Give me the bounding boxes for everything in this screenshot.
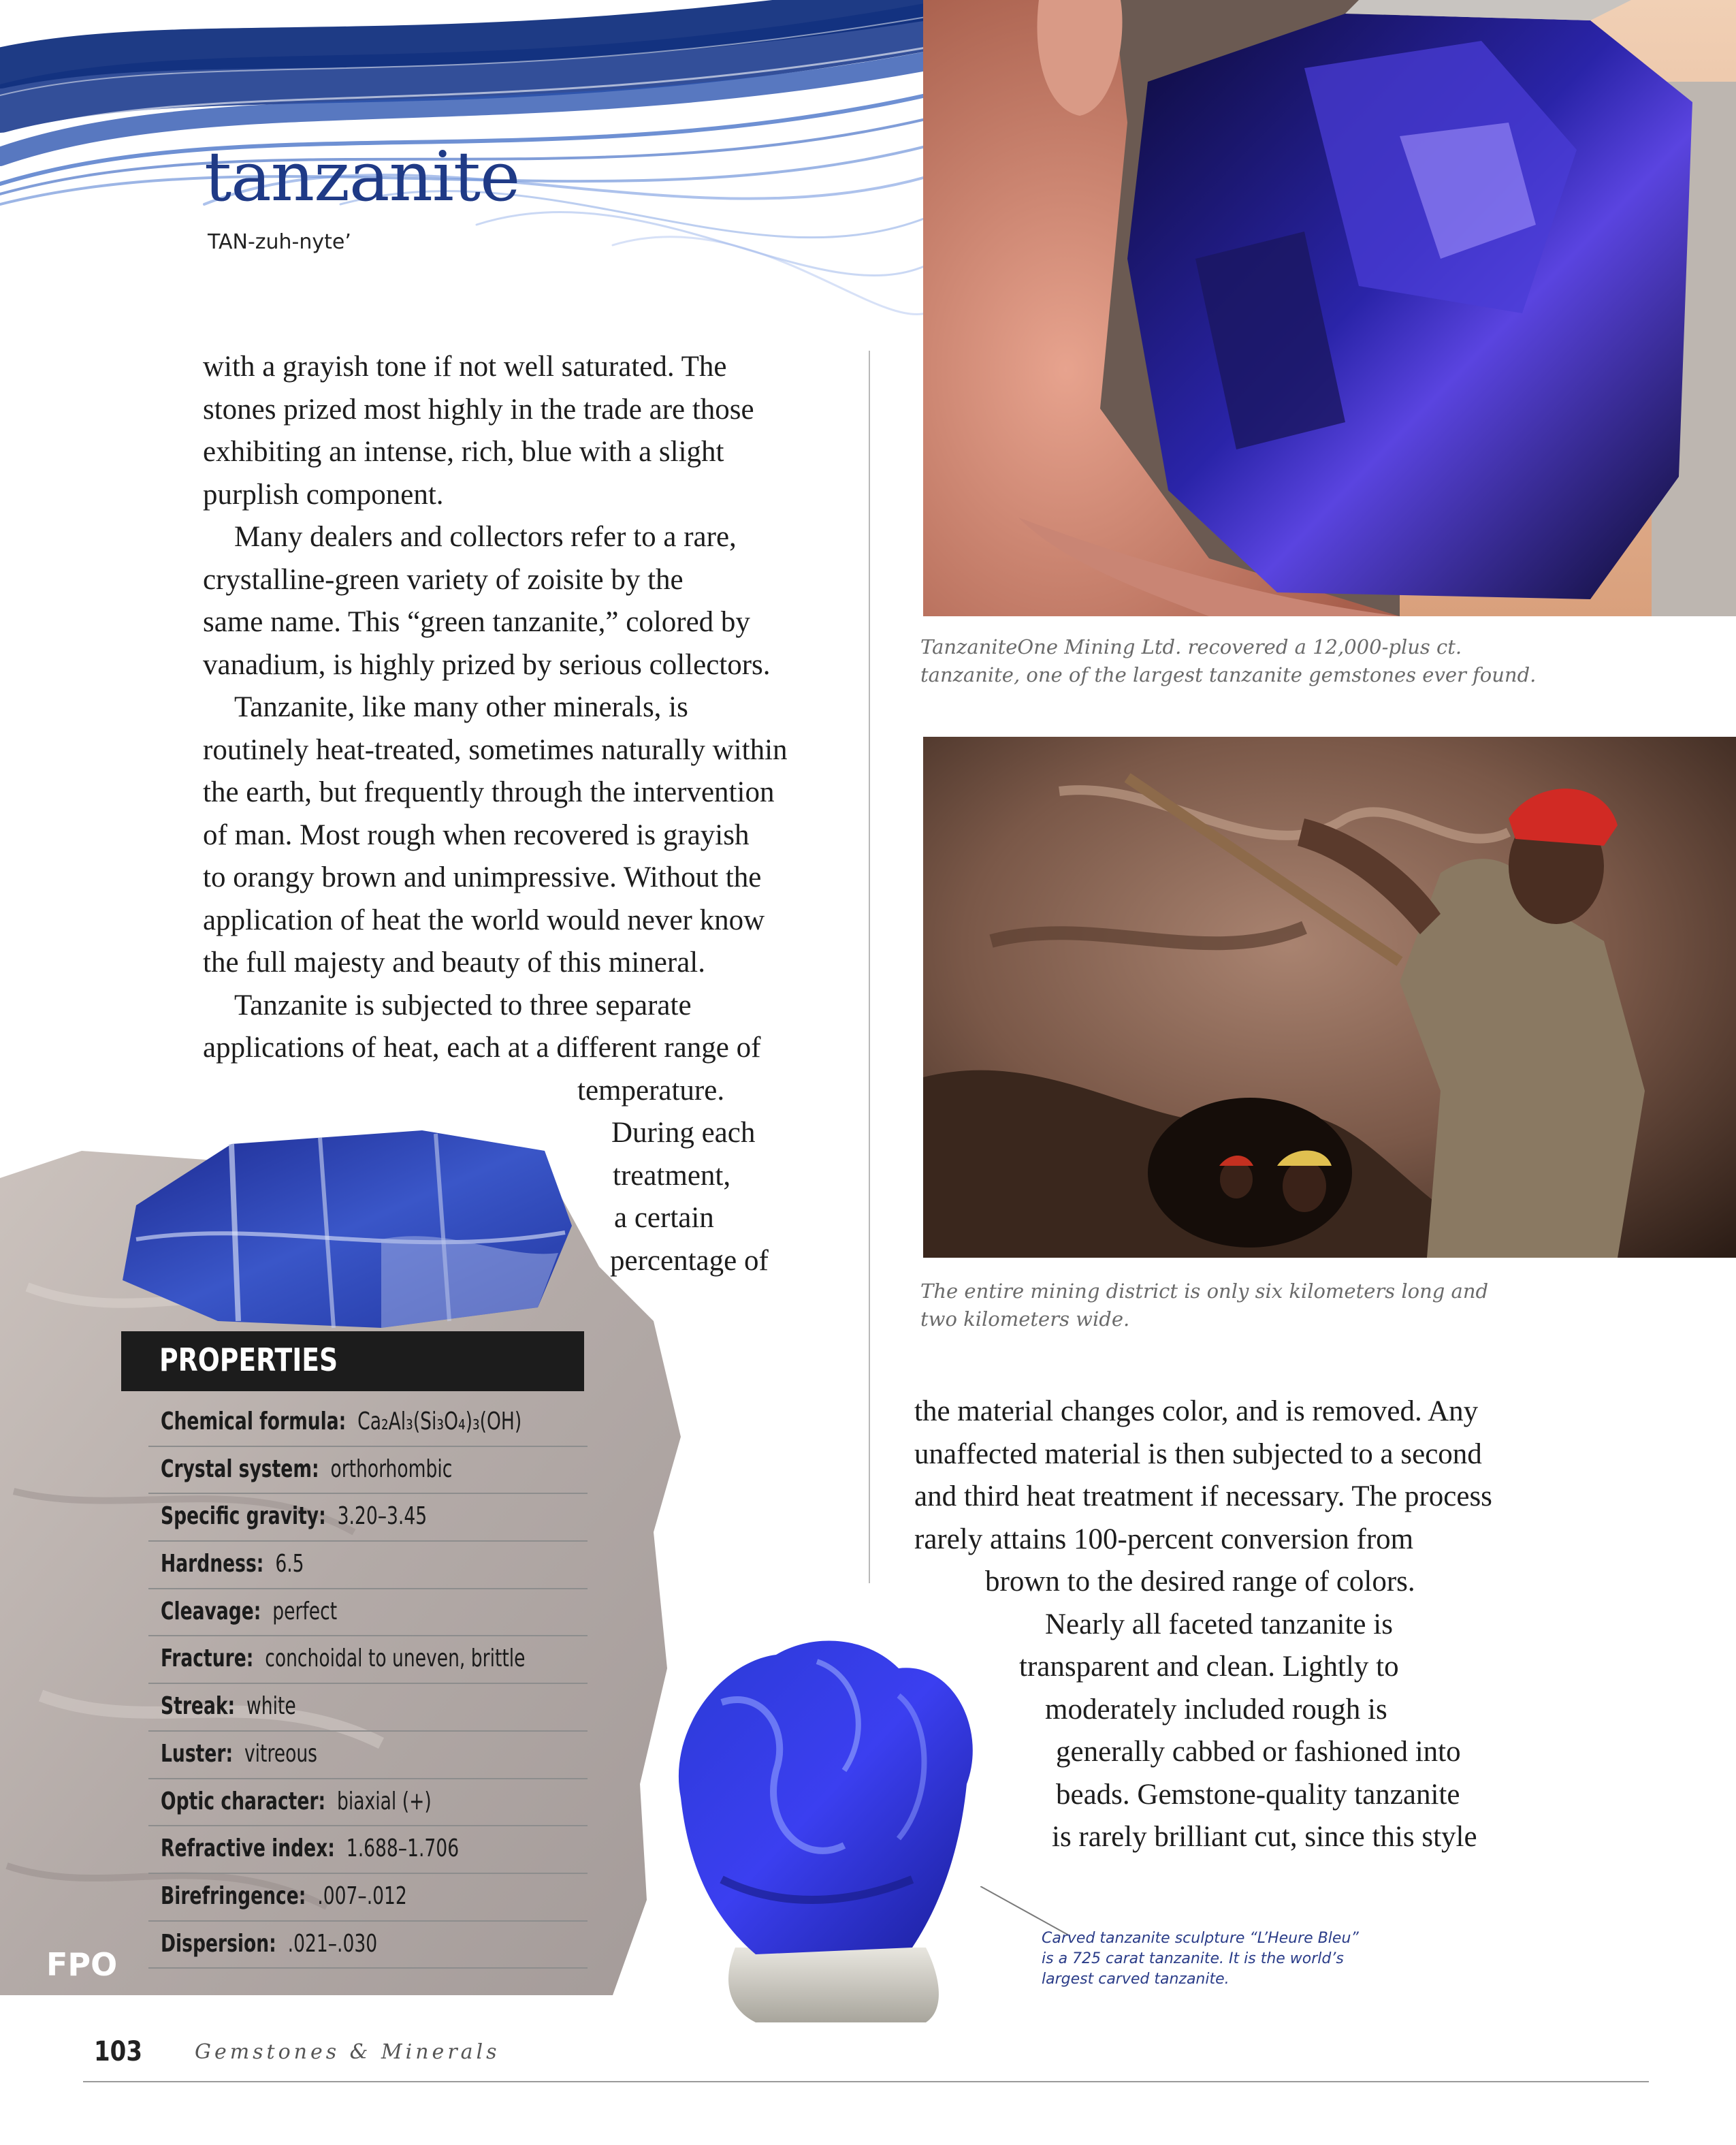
column-divider — [869, 351, 870, 1583]
text-line: percentage of — [610, 1244, 769, 1277]
text-line: with a grayish tone if not well saturated. The — [203, 351, 727, 383]
text-line: applications of heat, each at a different range of — [203, 1032, 761, 1064]
property-value: .021–.030 — [287, 1929, 378, 1958]
text-line: transparent and clean. Lightly to — [1019, 1651, 1399, 1683]
property-value: .007–.012 — [317, 1881, 407, 1910]
text-line: purplish component. — [203, 478, 444, 511]
property-label: Crystal system: — [161, 1455, 319, 1483]
text-line: Nearly all faceted tanzanite is — [1045, 1608, 1393, 1640]
property-value: 6.5 — [275, 1550, 304, 1578]
property-label: Birefringence: — [161, 1881, 306, 1910]
caption-line: Carved tanzanite sculpture “L’Heure Bleu” — [1042, 1930, 1359, 1947]
property-row-fracture — [148, 1636, 588, 1684]
text-line: same name. This “green tanzanite,” colored by — [203, 606, 750, 638]
property-row-refractive-index — [148, 1826, 588, 1874]
text-line: crystalline-green variety of zoisite by the — [203, 563, 684, 596]
photo2-caption — [920, 1277, 1488, 1333]
caption-line: The entire mining district is only six kilometers long and — [920, 1280, 1489, 1303]
property-label: Luster: — [161, 1739, 234, 1768]
property-value: perfect — [272, 1597, 338, 1625]
text-line: unaffected material is then subjected to a second — [914, 1437, 1482, 1470]
text-line: Many dealers and collectors refer to a rare, — [234, 521, 737, 553]
text-line: moderately included rough is — [1045, 1693, 1387, 1726]
text-line: rarely attains 100-percent conversion from — [914, 1523, 1414, 1555]
property-label: Chemical formula: — [161, 1408, 347, 1435]
property-value: white — [246, 1692, 296, 1721]
text-line: the material changes color, and is removed. Any — [914, 1395, 1479, 1427]
carved-tanzanite-sculpture-image — [640, 1621, 1008, 2029]
property-value: biaxial (+) — [337, 1787, 432, 1815]
property-label: Optic character: — [161, 1787, 326, 1815]
property-row-dispersion — [148, 1922, 588, 1969]
running-title: Gemstones & Minerals — [195, 2040, 500, 2064]
page-number: 103 — [94, 2036, 142, 2067]
pronunciation: TAN-zuh-nyte’ — [208, 230, 351, 254]
property-row-birefringence — [148, 1874, 588, 1922]
property-label: Fracture: — [161, 1644, 254, 1673]
sculpture-caption — [1042, 1928, 1359, 1990]
text-line: brown to the desired range of colors. — [985, 1566, 1415, 1598]
property-value: 1.688–1.706 — [346, 1834, 460, 1863]
photo-miners-in-tunnel — [923, 737, 1736, 1258]
property-label: Dispersion: — [161, 1929, 276, 1958]
text-line: vanadium, is highly prized by serious collectors. — [203, 648, 771, 681]
properties-heading-bar — [121, 1331, 584, 1391]
property-value: 3.20–3.45 — [337, 1502, 428, 1531]
fpo-marker: FPO — [46, 1946, 118, 1983]
property-row-specific-gravity — [148, 1494, 588, 1542]
property-row-crystal-system — [148, 1447, 588, 1495]
photo-tanzanite-crystal-in-hand — [923, 0, 1736, 616]
property-row-luster — [148, 1732, 588, 1779]
page-title: tanzanite — [204, 137, 520, 217]
caption-line: largest carved tanzanite. — [1042, 1971, 1229, 1988]
caption-line: is a 725 carat tanzanite. It is the world’s — [1042, 1950, 1344, 1967]
text-line: treatment, — [613, 1159, 731, 1192]
property-row-cleavage — [148, 1589, 588, 1637]
text-line: Tanzanite is subjected to three separate — [234, 989, 692, 1021]
property-row-hardness — [148, 1542, 588, 1589]
body-text-column-2 — [914, 1391, 1595, 1859]
text-line: the full majesty and beauty of this mineral. — [203, 947, 705, 979]
photo1-caption — [920, 633, 1536, 689]
text-line: exhibiting an intense, rich, blue with a slight — [203, 436, 724, 468]
text-line: temperature. — [577, 1074, 725, 1107]
text-line: the earth, but frequently through the intervention — [203, 776, 775, 808]
property-label: Hardness: — [161, 1550, 264, 1578]
properties-table — [148, 1399, 588, 1969]
text-line: application of heat the world would never know — [203, 904, 765, 936]
properties-heading: PROPERTIES — [159, 1341, 338, 1378]
property-label: Specific gravity: — [161, 1502, 326, 1531]
text-line: routinely heat-treated, sometimes naturally within — [203, 733, 788, 766]
property-label: Cleavage: — [161, 1597, 261, 1625]
caption-line: tanzanite, one of the largest tanzanite gemstones ever found. — [920, 663, 1537, 686]
text-line: a certain — [614, 1202, 714, 1234]
text-line: and third heat treatment if necessary. The process — [914, 1480, 1492, 1512]
property-row-chemical-formula — [148, 1399, 588, 1447]
tanzanite-rough-crystal-image — [95, 1103, 585, 1348]
caption-line: TanzaniteOne Mining Ltd. recovered a 12,000-plus ct. — [920, 635, 1462, 658]
property-row-streak — [148, 1684, 588, 1732]
text-line: stones prized most highly in the trade are those — [203, 393, 754, 426]
footer-rule — [83, 2081, 1649, 2082]
property-value: vitreous — [244, 1739, 317, 1768]
property-label: Streak: — [161, 1692, 236, 1721]
text-line: beads. Gemstone-quality tanzanite — [1056, 1778, 1460, 1811]
text-line: to orangy brown and unimpressive. Without the — [203, 861, 762, 893]
property-value: conchoidal to uneven, brittle — [265, 1644, 526, 1673]
caption-line: two kilometers wide. — [920, 1307, 1130, 1331]
text-line: is rarely brilliant cut, since this style — [1052, 1821, 1477, 1853]
text-line: generally cabbed or fashioned into — [1056, 1736, 1461, 1768]
text-line: During each — [611, 1117, 756, 1149]
property-value: Ca₂Al₃(Si₃O₄)₃(OH) — [357, 1408, 522, 1435]
property-value: orthorhombic — [330, 1455, 453, 1483]
text-line: Tanzanite, like many other minerals, is — [234, 691, 688, 723]
property-row-optic-character — [148, 1779, 588, 1827]
property-label: Refractive index: — [161, 1834, 335, 1863]
text-line: of man. Most rough when recovered is grayish — [203, 819, 750, 851]
